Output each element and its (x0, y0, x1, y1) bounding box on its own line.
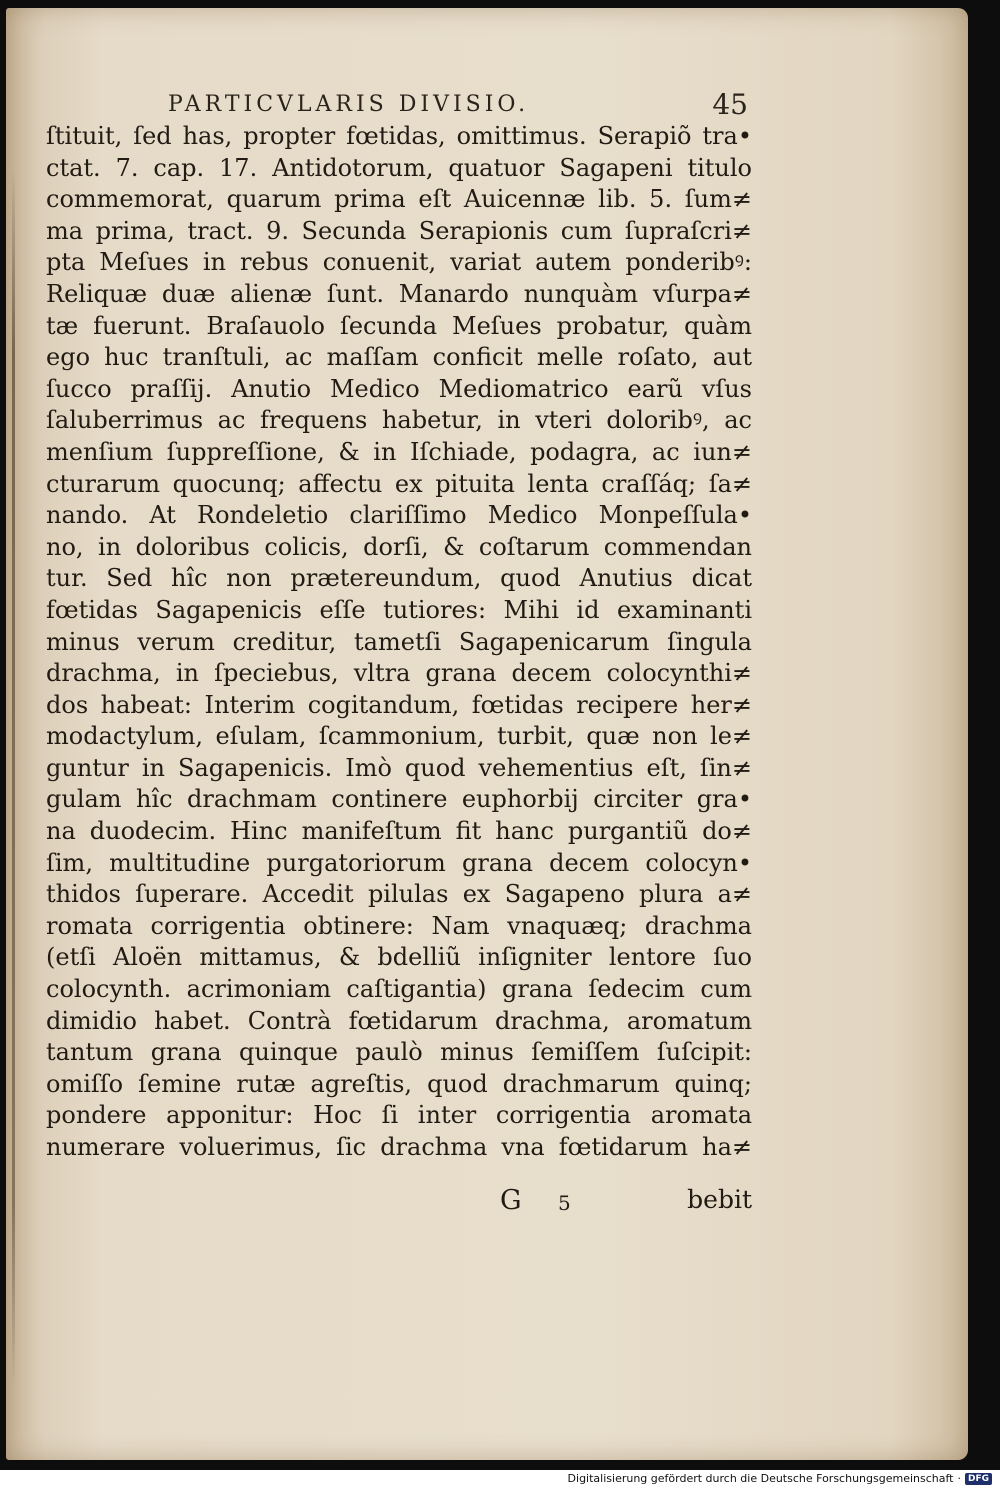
text-line: menſium ſuppreſſione, & in Iſchiade, podagra, ac iun≠ (46, 437, 752, 466)
text-line: (etſi Aloën mittamus, & bdelliũ inſigniter lentore ſuo (46, 943, 752, 972)
catchword: bebit (687, 1185, 752, 1214)
text-line: gulam hîc drachmam continere euphorbij circiter gra• (46, 785, 752, 814)
text-line: modactylum, eſulam, ſcammonium, turbit, quæ non le≠ (46, 722, 752, 751)
text-line: ſaluberrimus ac frequens habetur, in vteri doloribꝰ, ac (46, 406, 752, 435)
body-text (46, 121, 752, 1164)
dfg-logo: DFG (965, 1473, 992, 1485)
text-line: fœtidas Sagapenicis eſſe tutiores: Mihi id examinanti (46, 595, 752, 624)
text-line: omiſſo ſemine rutæ agreſtis, quod drachmarum quinq; (46, 1069, 752, 1098)
text-line: pondere apponitur: Hoc ſi inter corrigentia aromata (46, 1101, 752, 1130)
binding-gutter-shadow (12, 168, 15, 1388)
running-head-title: PARTICVLARIS DIVISIO. (168, 92, 530, 117)
text-line: cturarum quocunq; affectu ex pituita lenta craſſáq; ſa≠ (46, 469, 752, 498)
credit-text: Digitalisierung gefördert durch die Deutsche Forschungsgemeinschaft (567, 1472, 954, 1485)
text-line: ſucco praſſij. Anutio Medico Mediomatrico earũ vſus (46, 374, 752, 403)
text-line: na duodecim. Hinc manifeſtum fit hanc purgantiũ do≠ (46, 817, 752, 846)
credit-separator: · (957, 1472, 961, 1485)
text-line: ego huc tranſtuli, ac maſſam conficit melle roſato, aut (46, 343, 752, 372)
signature-mark: G (500, 1185, 522, 1216)
signature-number: 5 (558, 1191, 571, 1215)
digitization-credit (568, 1472, 992, 1486)
text-line: tur. Sed hîc non prætereundum, quod Anutius dicat (46, 564, 752, 593)
running-head (168, 90, 748, 124)
page-footer (500, 1185, 752, 1221)
text-line: nando. At Rondeletio clariſſimo Medico Monpeſſula• (46, 501, 752, 530)
text-line: commemorat, quarum prima eſt Auicennæ lib. 5. ſum≠ (46, 185, 752, 214)
text-line: tæ fuerunt. Braſauolo ſecunda Meſues probatur, quàm (46, 311, 752, 340)
text-line: drachma, in ſpeciebus, vltra grana decem colocynthi≠ (46, 659, 752, 688)
text-line: colocynth. acrimoniam caſtigantia) grana ſedecim cum (46, 975, 752, 1004)
text-line: ma prima, tract. 9. Secunda Serapionis cum ſupraſcri≠ (46, 216, 752, 245)
page-number: 45 (712, 88, 748, 121)
text-line: ſim, multitudine purgatoriorum grana decem colocyn• (46, 848, 752, 877)
text-line: Reliquæ duæ alienæ ſunt. Manardo nunquàm vſurpa≠ (46, 279, 752, 308)
text-line: ſtituit, ſed has, propter fœtidas, omittimus. Serapiõ tra• (46, 122, 752, 150)
text-line: no, in doloribus colicis, dorſi, & coſtarum commendan (46, 532, 752, 561)
text-line: guntur in Sagapenicis. Imò quod vehementius eſt, ſin≠ (46, 753, 752, 782)
text-line: tantum grana quinque paulò minus ſemiſſem ſuſcipit: (46, 1038, 752, 1067)
text-line: dimidio habet. Contrà fœtidarum drachma, aromatum (46, 1006, 752, 1035)
text-line: pta Meſues in rebus conuenit, variat autem ponderibꝰ: (46, 248, 752, 277)
text-line: ctat. 7. cap. 17. Antidotorum, quatuor Sagapeni titulo (46, 153, 752, 182)
text-line: thidos ſuperare. Accedit pilulas ex Sagapeno plura a≠ (46, 880, 752, 909)
text-line: minus verum creditur, tametſi Sagapenicarum ſingula (46, 627, 752, 656)
text-line: dos habeat: Interim cogitandum, fœtidas recipere her≠ (46, 690, 752, 719)
text-line: romata corrigentia obtinere: Nam vnaquæq; drachma (46, 911, 752, 940)
text-line: numerare voluerimus, ſic drachma vna fœtidarum ha≠ (46, 1133, 752, 1161)
